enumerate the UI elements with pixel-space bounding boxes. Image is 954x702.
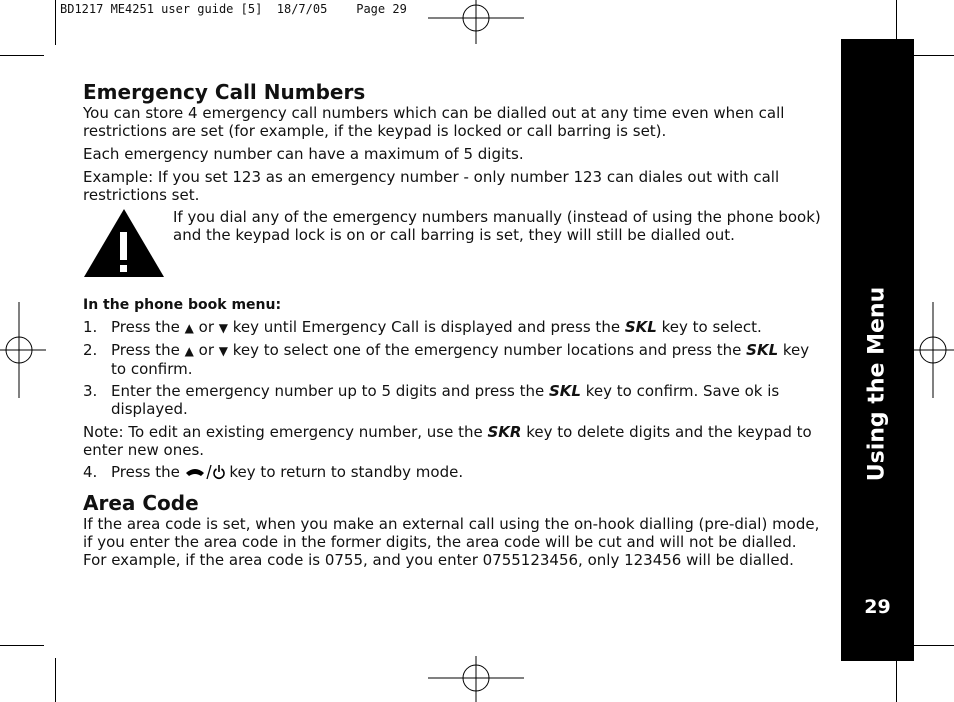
step-text: Press the [111, 463, 185, 481]
slug-right: Page 29 [356, 2, 407, 16]
step-text: Enter the emergency number up to 5 digits and press the [111, 382, 549, 400]
crop-mark [0, 55, 44, 56]
area-code-heading: Area Code [83, 491, 199, 515]
crop-mark [910, 645, 954, 646]
step-item [83, 341, 823, 378]
note-part: Note: To edit an existing emergency number, use the [83, 423, 488, 441]
crop-mark [55, 0, 56, 45]
end-call-power-icon [185, 464, 225, 480]
section-tab [841, 39, 914, 661]
skl-key-label: SKL [746, 341, 779, 359]
warning-text: If you dial any of the emergency numbers manually (instead of using the phone book) and the keypad lock is on or call barring is set, they will still be dialled out. [173, 208, 821, 244]
phonebook-subheading: In the phone book menu: [83, 297, 282, 313]
crop-mark [55, 658, 56, 702]
step-text: Press the [111, 318, 185, 336]
warning-block [83, 208, 823, 284]
page-number: 29 [864, 596, 891, 618]
emergency-intro: You can store 4 emergency call numbers which can be dialled out at any time even when call restrictions are set (for example, if the keypad is locked or call barring is set). [83, 104, 785, 140]
step-text: key until Emergency Call is displayed and press the [228, 318, 625, 336]
step-number: 2. [83, 341, 98, 359]
step-text: key to confirm. Save ok is displayed. [111, 382, 780, 418]
step-item [83, 463, 823, 481]
step-text: key to select one of the emergency number locations and press the [228, 341, 747, 359]
skl-key-label: SKL [624, 318, 657, 336]
registration-mark-icon [908, 302, 954, 398]
crop-mark [896, 658, 897, 702]
step-text: key to select. [656, 318, 762, 336]
up-arrow-icon: ▲ [184, 321, 194, 335]
step-number: 3. [83, 382, 98, 400]
step-text: or [193, 341, 219, 359]
emergency-digits: Each emergency number can have a maximum of 5 digits. [83, 145, 524, 163]
registration-mark-icon [428, 0, 524, 48]
note-part: key to delete digits and the keypad to enter new ones. [83, 423, 812, 459]
registration-mark-icon [0, 302, 46, 398]
up-arrow-icon: ▲ [184, 344, 194, 358]
emergency-example: Example: If you set 123 as an emergency number - only number 123 can diales out with call restrictions set. [83, 168, 780, 204]
skl-key-label: SKL [548, 382, 581, 400]
step-text: key to confirm. [111, 341, 810, 378]
step-text: or [193, 318, 219, 336]
skr-key-label: SKR [487, 423, 522, 441]
step-number: 4. [83, 463, 98, 481]
down-arrow-icon: ▼ [218, 344, 228, 358]
page-content [83, 80, 823, 569]
section-tab-title: Using the Menu [864, 286, 890, 482]
warning-icon [83, 208, 165, 278]
area-code-text: If the area code is set, when you make an external call using the on-hook dialling (pre-dial) mode, if you enter the area code in the former digits, the area code will be cut and will not be dialled. For example, if the area code is 0755, and you enter 0755123456, only 123456 will be dialled. [83, 515, 820, 569]
print-slug [60, 2, 407, 16]
crop-mark [910, 55, 954, 56]
step-item [83, 318, 823, 337]
note-text [83, 423, 823, 459]
step-text: key to return to standby mode. [224, 463, 464, 481]
slug-left: BD1217 ME4251 user guide [5] 18/7/05 [60, 2, 328, 16]
step-number: 1. [83, 318, 98, 336]
registration-mark-icon [428, 656, 524, 702]
emergency-heading: Emergency Call Numbers [83, 80, 366, 104]
step-text: Press the [111, 341, 185, 359]
step-item [83, 382, 823, 418]
crop-mark [0, 645, 44, 646]
down-arrow-icon: ▼ [218, 321, 228, 335]
